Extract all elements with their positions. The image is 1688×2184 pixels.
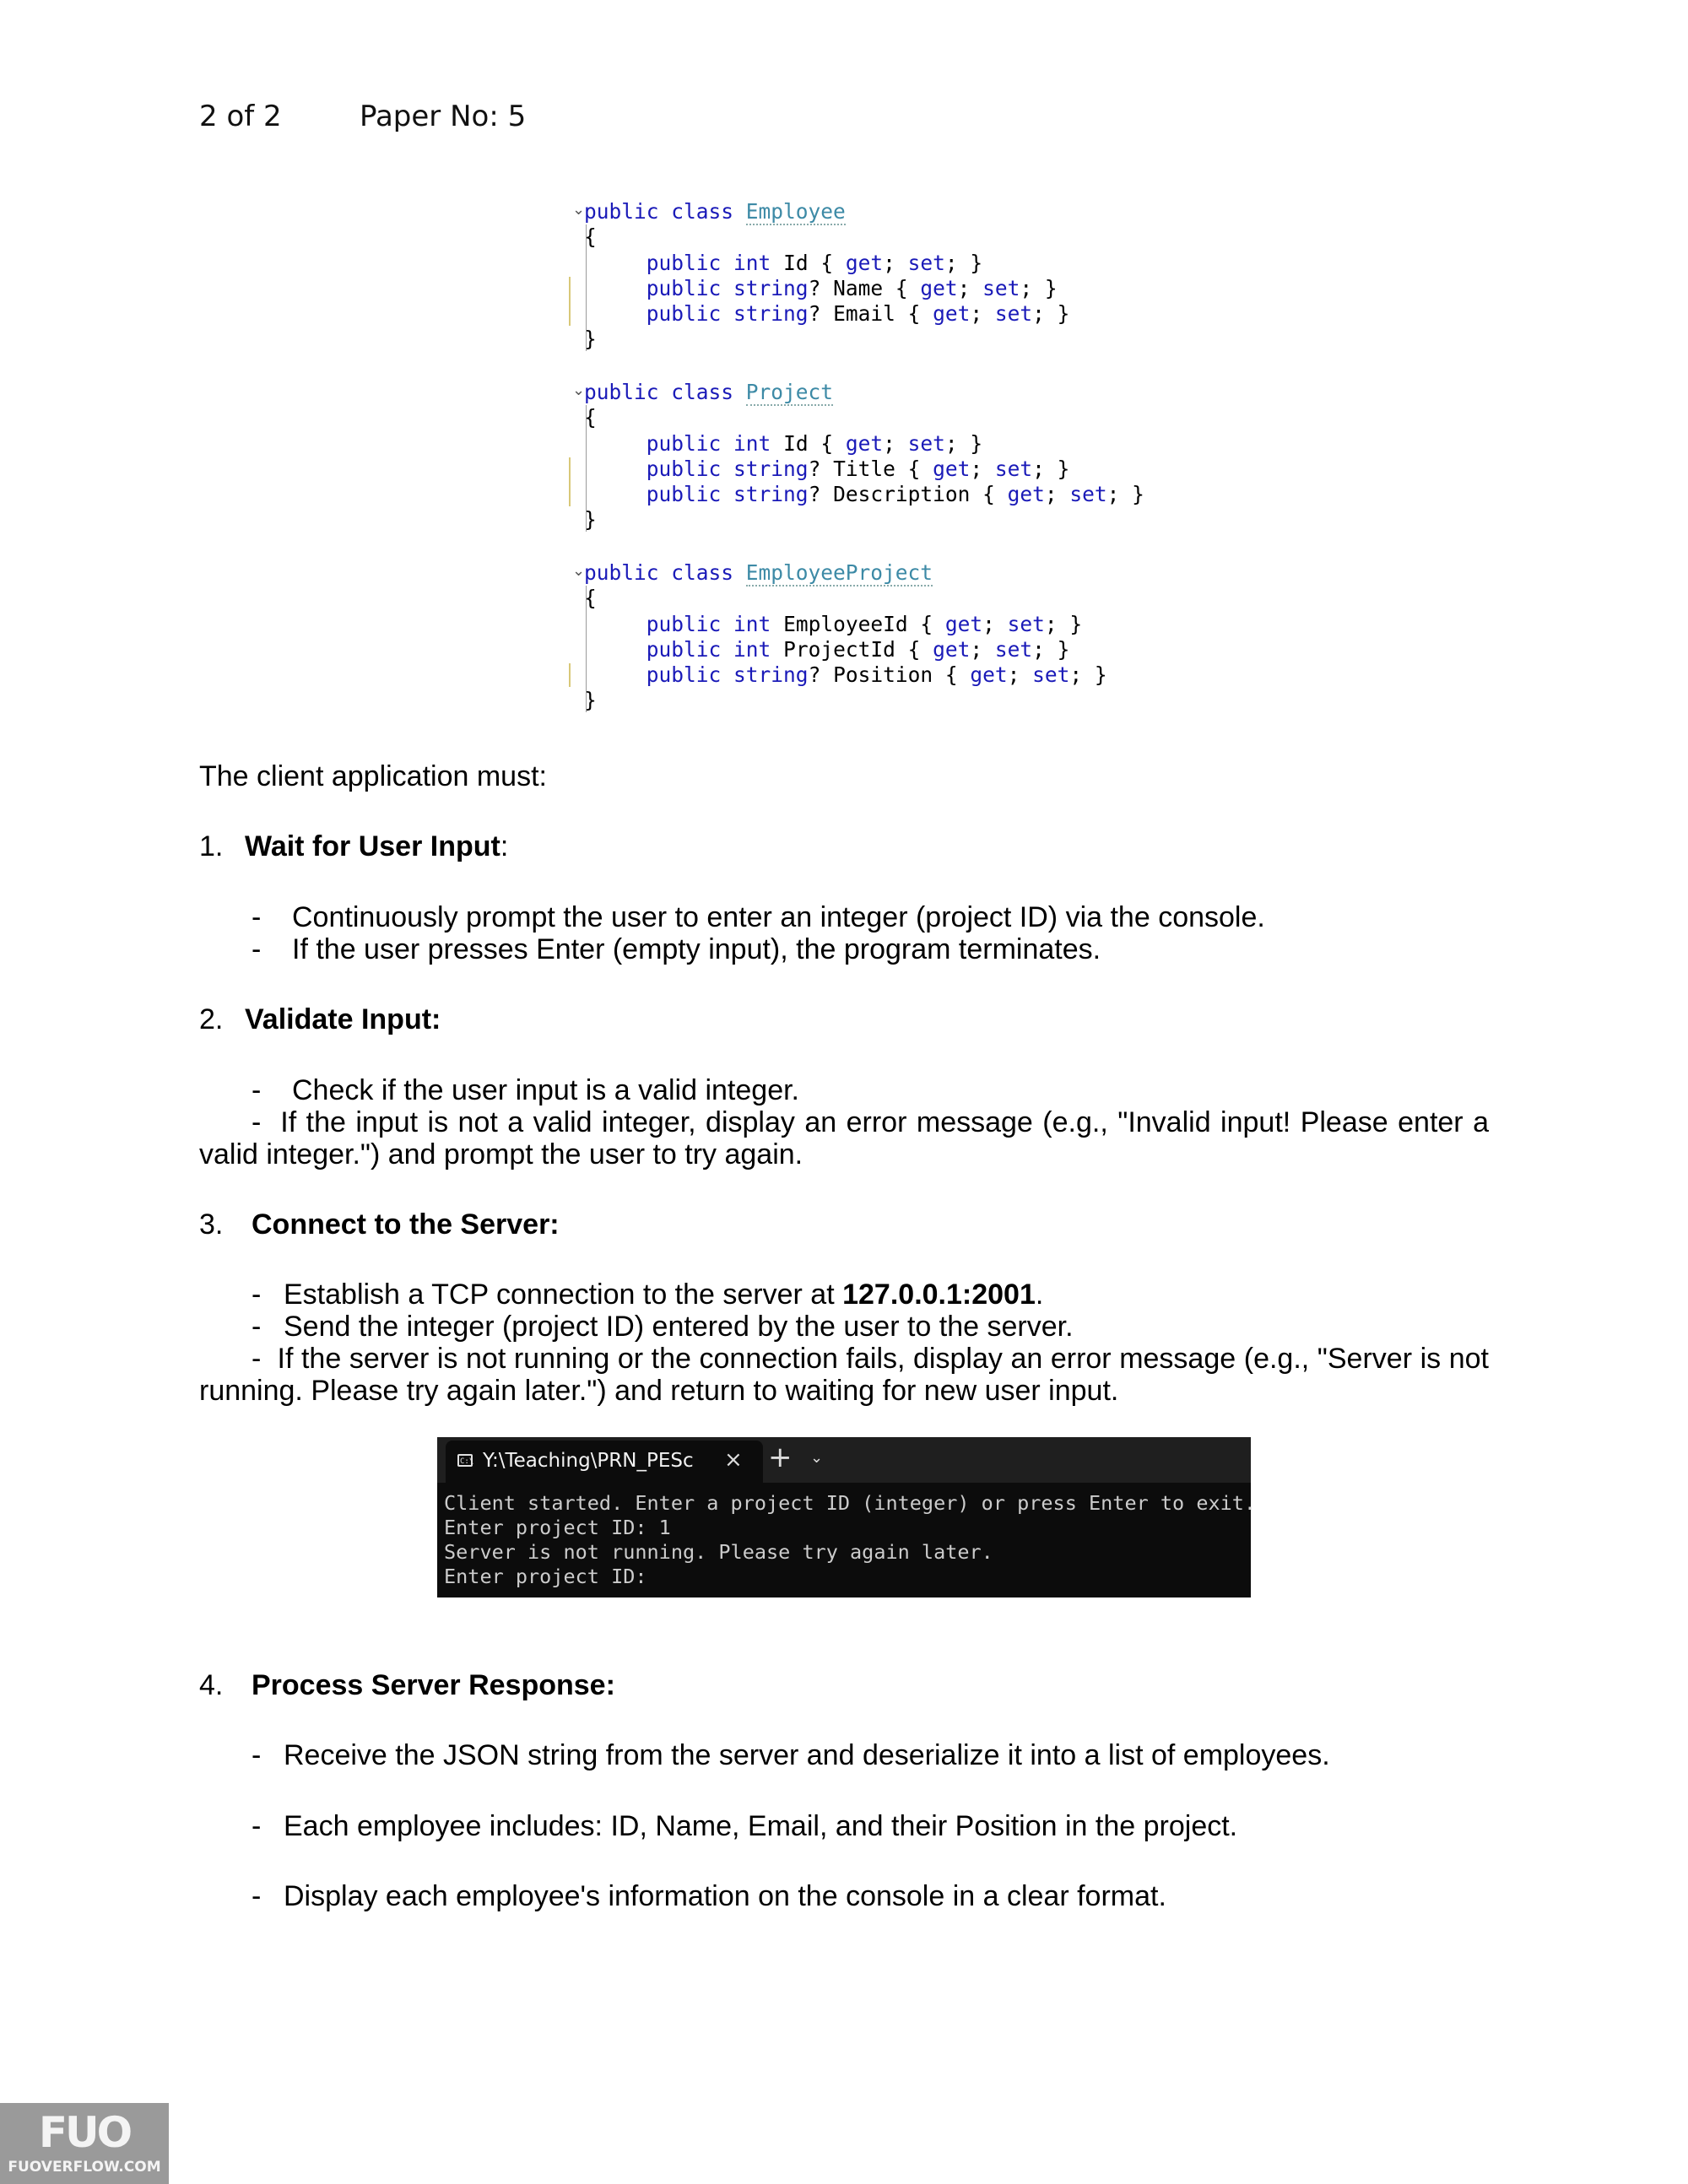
bullet-dash: - bbox=[252, 933, 262, 965]
logo-mark: FUO bbox=[38, 2108, 131, 2157]
section-1-item-2: If the user presses Enter (empty input), the program terminates. bbox=[292, 933, 1101, 965]
section-1-heading: Wait for User Input: bbox=[245, 830, 509, 862]
section-4-item-3: Display each employee's information on the console in a clear format. bbox=[284, 1880, 1166, 1912]
terminal-tab-title: Y:\Teaching\PRN_PESc bbox=[483, 1450, 694, 1472]
new-tab-icon[interactable]: + bbox=[768, 1441, 793, 1474]
bullet-dash: - bbox=[252, 1074, 262, 1106]
terminal-tab[interactable] bbox=[446, 1441, 763, 1483]
terminal-line: Enter project ID: 1 bbox=[444, 1516, 671, 1539]
section-4-heading: Process Server Response: bbox=[252, 1669, 615, 1701]
terminal-line: Server is not running. Please try again later. bbox=[444, 1540, 993, 1564]
collapse-chevron-icon[interactable]: ⌄ bbox=[572, 562, 586, 580]
code-employee-class: ⌄ public class Employee { public int Id { get; set; } public string? Name { get; set; } public string? Email { get; set; } } bbox=[584, 199, 1192, 359]
terminal-window bbox=[437, 1437, 1257, 1597]
terminal-line: Client started. Enter a project ID (integer) or press Enter to exit. bbox=[444, 1491, 1257, 1515]
terminal-line: Enter project ID: bbox=[444, 1565, 647, 1588]
page-number: 2 of 2 bbox=[199, 100, 282, 133]
section-3-item-2: Send the integer (project ID) entered by the user to the server. bbox=[284, 1311, 1074, 1343]
collapse-chevron-icon[interactable]: ⌄ bbox=[572, 381, 586, 399]
terminal-icon: C:\ bbox=[457, 1454, 473, 1467]
bullet-dash: - bbox=[252, 1810, 262, 1842]
class-name: EmployeeProject bbox=[745, 560, 933, 585]
close-icon[interactable]: × bbox=[724, 1447, 743, 1473]
section-4-item-2: Each employee includes: ID, Name, Email, and their Position in the project. bbox=[284, 1810, 1238, 1842]
logo-site: FUOVERFLOW.COM bbox=[8, 2159, 161, 2176]
bullet-dash: - bbox=[252, 1739, 262, 1771]
section-2-item-2: - If the input is not a valid integer, display an error message (e.g., "Invalid input! Please enter a valid integer.") and prompt the user to try again. bbox=[199, 1106, 1489, 1170]
section-2-heading: Validate Input: bbox=[245, 1003, 441, 1035]
section-3-item-3: - If the server is not running or the connection fails, display an error message (e.g., "Server is not running. Please try again later.") and return to waiting for new user input. bbox=[199, 1343, 1489, 1407]
terminal-tab-bar bbox=[437, 1437, 1251, 1483]
bullet-dash: - bbox=[252, 1311, 262, 1343]
code-employeeproject-class: ⌄ public class EmployeeProject { public int EmployeeId { get; set; } public int ProjectId { get; set; } public string? Position { get; set; } } bbox=[584, 560, 1192, 721]
class-name: Project bbox=[745, 380, 834, 404]
bullet-dash: - bbox=[252, 1279, 262, 1311]
code-project-class: ⌄ public class Project { public int Id { get; set; } public string? Title { get; set; } public string? Description { get; set; } } bbox=[584, 380, 1192, 540]
paper-number: Paper No: 5 bbox=[360, 100, 527, 133]
section-3-heading: Connect to the Server: bbox=[252, 1208, 560, 1241]
section-2-number: 2. bbox=[199, 1003, 224, 1035]
collapse-chevron-icon[interactable]: ⌄ bbox=[572, 201, 586, 219]
section-1-item-1: Continuously prompt the user to enter an integer (project ID) via the console. bbox=[292, 901, 1265, 933]
chevron-down-icon[interactable]: ⌄ bbox=[810, 1449, 824, 1467]
intro-text: The client application must: bbox=[199, 760, 547, 792]
section-3-number: 3. bbox=[199, 1208, 224, 1241]
bullet-dash: - bbox=[252, 1880, 262, 1912]
section-4-item-1: Receive the JSON string from the server and deserialize it into a list of employees. bbox=[284, 1739, 1330, 1771]
class-name: Employee bbox=[745, 199, 846, 224]
section-1-number: 1. bbox=[199, 830, 224, 862]
fuoverflow-logo bbox=[0, 2103, 169, 2184]
bullet-dash: - bbox=[252, 901, 262, 933]
section-2-item-1: Check if the user input is a valid integer. bbox=[292, 1074, 799, 1106]
section-3-item-1: Establish a TCP connection to the server at 127.0.0.1:2001. bbox=[284, 1279, 1044, 1311]
section-4-number: 4. bbox=[199, 1669, 224, 1701]
